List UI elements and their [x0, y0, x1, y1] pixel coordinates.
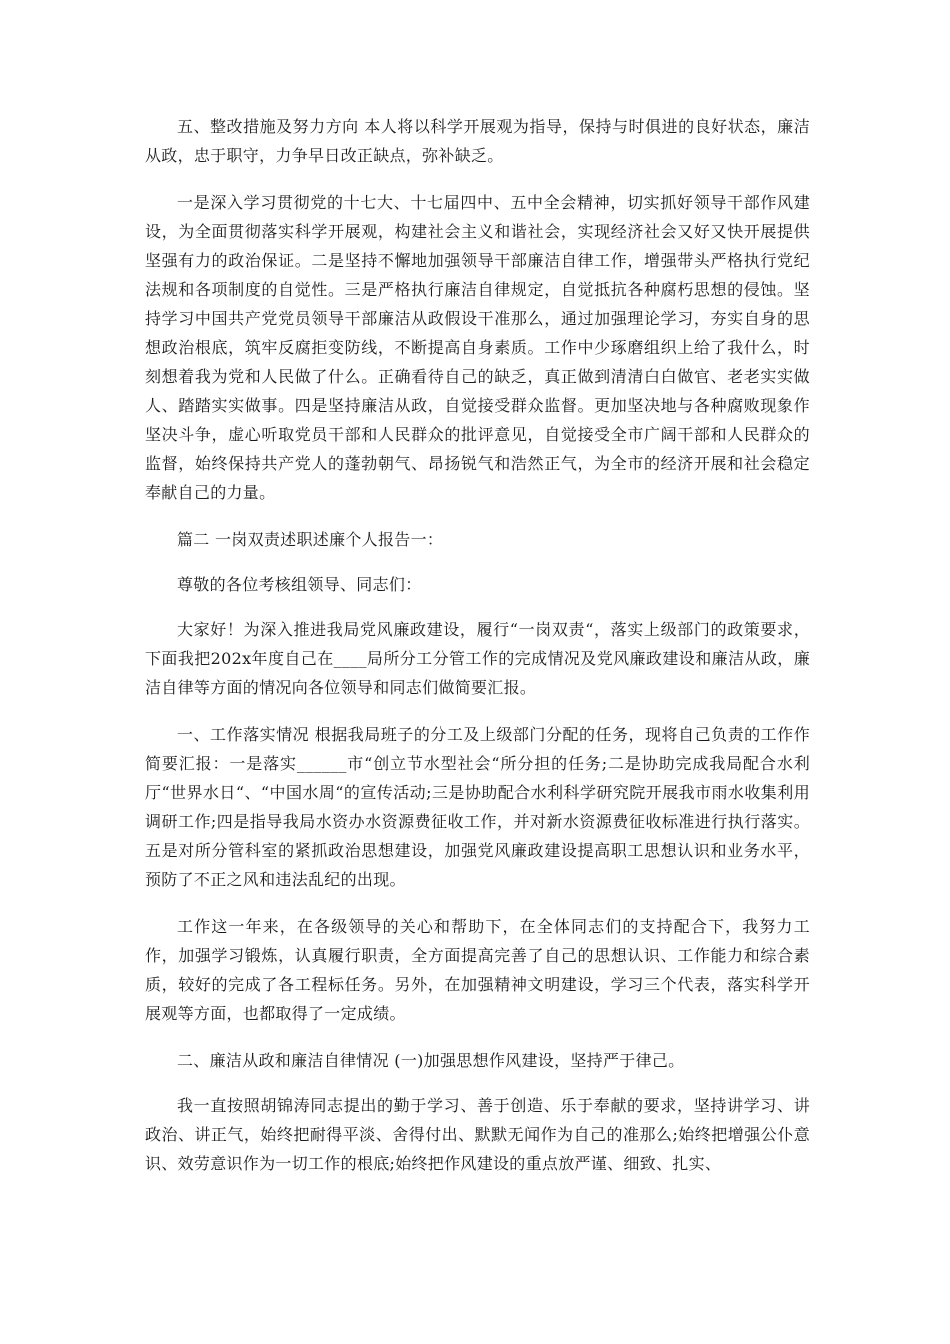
paragraph-four-points: 一是深入学习贯彻党的十七大、十七届四中、五中全会精神，切实抓好领导干部作风建设，为全面贯彻落实科学开展观，构建社会主义和谐社会，实现经济社会又好又快开展提供坚强有力的政治保证。二是坚持不懈地加强领导干部廉洁自律工作，增强带头严格执行党纪法规和各项制度的自觉性。三是严格执行廉洁自律规定，自觉抵抗各种腐朽思想的侵蚀。坚持学习中国共产党党员领导干部廉洁从政假设干准那么，通过加强理论学习，夯实自身的思想政治根底，筑牢反腐拒变防线，不断提高自身素质。工作中少琢磨组织上给了我什么，时刻想着我为党和人民做了什么。正确看待自己的缺乏，真正做到清清白白做官、老老实实做人、踏踏实实做事。四是坚持廉洁从政，自觉接受群众监督。更加坚决地与各种腐败现象作坚决斗争，虚心听取党员干部和人民群众的批评意见，自觉接受全市广阔干部和人民群众的监督，始终保持共产党人的蓬勃朝气、昂扬锐气和浩然正气，为全市的经济开展和社会稳定奉献自己的力量。 [145, 193, 810, 502]
salutation: 尊敬的各位考核组领导、同志们： [177, 575, 422, 594]
section-heading-integrity: 二、廉洁从政和廉洁自律情况 (一)加强思想作风建设，坚持严于律己。 [177, 1051, 685, 1070]
paragraph-rectification-measures: 五、整改措施及努力方向 本人将以科学开展观为指导，保持与时俱进的良好状态，廉洁从政，忠于职守，力争早日改正缺点，弥补缺乏。 [145, 117, 810, 165]
paragraph-year-summary: 工作这一年来，在各级领导的关心和帮助下，在全体同志们的支持配合下，我努力工作，加强学习锻炼，认真履行职责，全方面提高完善了自己的思想认识、工作能力和综合素质，较好的完成了各工程标任务。另外，在加强精神文明建设，学习三个代表，落实科学开展观等方面，也都取得了一定成绩。 [145, 917, 810, 1023]
paragraph-work-implementation: 一、工作落实情况 根据我局班子的分工及上级部门分配的任务，现将自己负责的工作作简要汇报：一是落实______市“创立节水型社会“所分担的任务;二是协助完成我局配合水利厅“世界水日“、“中国水周“的宣传活动;三是协助配合水利科学研究院开展我市雨水收集利用调研工作;四是指导我局水资办水资源费征收工作，并对新水资源费征收标准进行执行落实。五是对所分管科室的紧抓政治思想建设，加强党风廉政建设提高职工思想认识和业务水平，预防了不正之风和违法乱纪的出现。 [145, 725, 810, 889]
paragraph-study-requirements: 我一直按照胡锦涛同志提出的勤于学习、善于创造、乐于奉献的要求，坚持讲学习、讲政治、讲正气，始终把耐得平淡、舍得付出、默默无闻作为自己的准那么;始终把增强公仆意识、效劳意识作为一切工作的根底;始终把作风建设的重点放严谨、细致、扎实、 [145, 1096, 810, 1173]
paragraph-greeting-intro: 大家好！为深入推进我局党风廉政建设，履行“一岗双责“，落实上级部门的政策要求，下面我把202x年度自己在____局所分工分管工作的完成情况及党风廉政建设和廉洁从政，廉洁自律等方面的情况向各位领导和同志们做简要汇报。 [145, 620, 810, 697]
section-heading-part-two: 篇二 一岗双责述职述廉个人报告一： [177, 530, 444, 549]
document-page [145, 112, 810, 1196]
